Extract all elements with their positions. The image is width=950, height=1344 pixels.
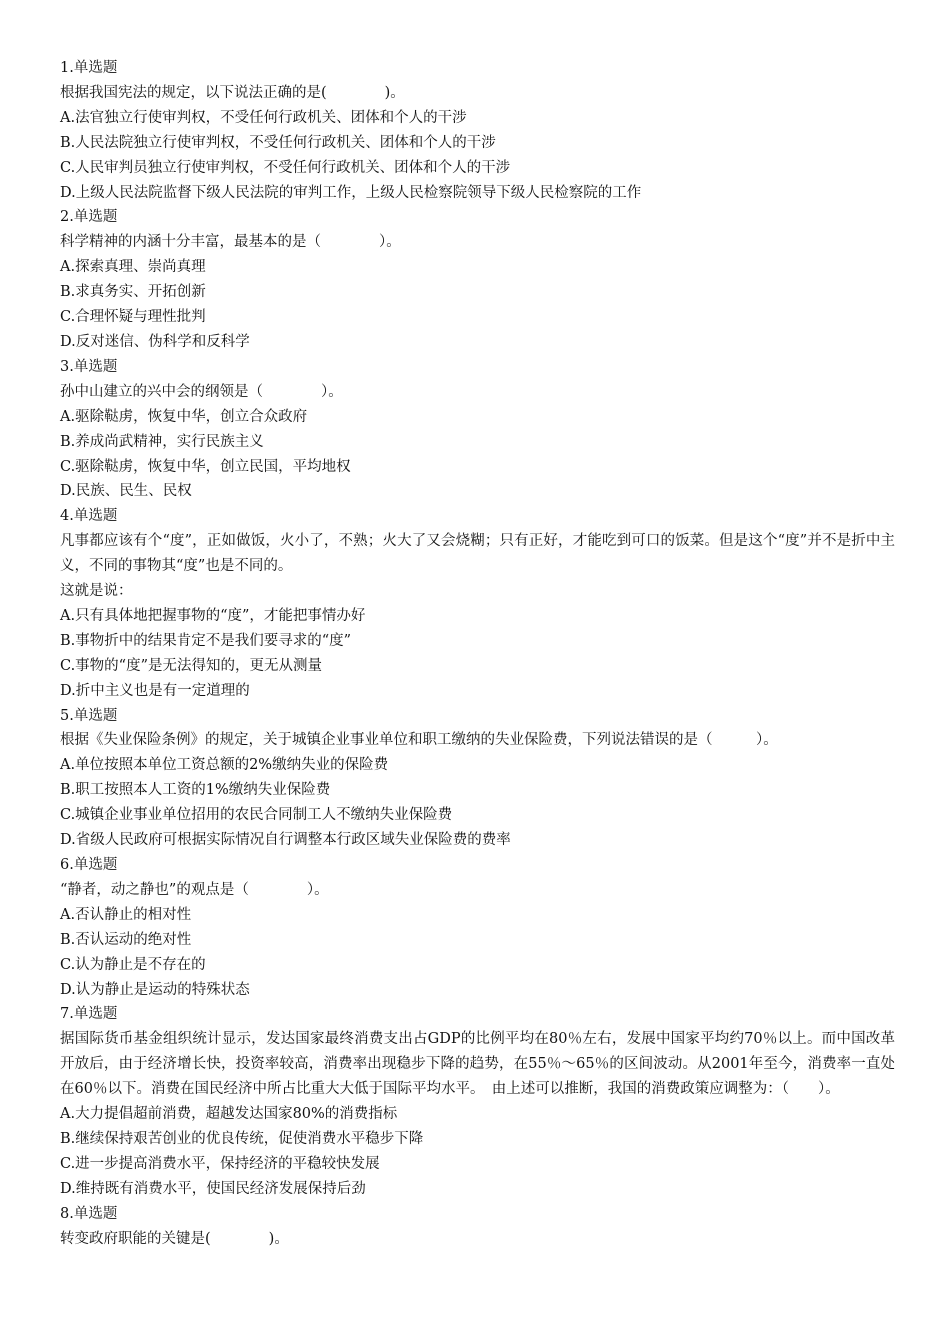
question-header: 2.单选题 [60, 209, 118, 226]
option-d: D.认为静止是运动的特殊状态 [60, 981, 250, 998]
option-d: D.反对迷信、伪科学和反科学 [60, 333, 250, 350]
option-c: C.合理怀疑与理性批判 [60, 309, 206, 326]
option-a: A.驱除鞑虏，恢复中华，创立合众政府 [60, 408, 308, 425]
option-d: D.民族、民生、民权 [60, 483, 192, 500]
question-6 [60, 853, 895, 1002]
question-2 [60, 205, 895, 354]
question-header: 5.单选题 [60, 707, 118, 724]
option-d: D.维持既有消费水平，使国民经济发展保持后劲 [60, 1180, 366, 1197]
question-header: 7.单选题 [60, 1006, 118, 1023]
option-c: C.人民审判员独立行使审判权，不受任何行政机关、团体和个人的干涉 [60, 159, 511, 176]
question-header: 1.单选题 [60, 60, 118, 76]
option-b: B.否认运动的绝对性 [60, 931, 192, 948]
option-c: C.驱除鞑虏，恢复中华，创立民国，平均地权 [60, 458, 351, 475]
option-a: A.单位按照本单位工资总额的2%缴纳失业的保险费 [60, 757, 389, 774]
option-b: B.人民法院独立行使审判权，不受任何行政机关、团体和个人的干涉 [60, 134, 496, 151]
question-3 [60, 355, 895, 504]
option-d: D.上级人民法院监督下级人民法院的审判工作，上级人民检察院领导下级人民检察院的工作 [60, 184, 642, 201]
question-stem: 根据《失业保险条例》的规定，关于城镇企业事业单位和职工缴纳的失业保险费，下列说法错误的是（ ）。 [60, 732, 778, 749]
option-c: C.城镇企业事业单位招用的农民合同制工人不缴纳失业保险费 [60, 807, 453, 824]
option-d: D.折中主义也是有一定道理的 [60, 682, 250, 699]
question-5 [60, 704, 895, 853]
option-a: A.大力提倡超前消费，超越发达国家80%的消费指标 [60, 1106, 398, 1123]
question-7 [60, 1002, 895, 1201]
question-stem: 转变政府职能的关键是( )。 [60, 1230, 289, 1247]
question-header: 8.单选题 [60, 1205, 118, 1222]
question-stem: 凡事都应该有个“度”，正如做饭，火小了，不熟；火大了又会烧糊；只有正好，才能吃到可口的饭菜。但是这个“度”并不是折中主义，不同的事物其“度”也是不同的。 [60, 533, 895, 575]
option-a: A.只有具体地把握事物的“度”，才能把事情办好 [60, 607, 366, 624]
option-b: B.职工按照本人工资的1%缴纳失业保险费 [60, 782, 331, 799]
option-b: B.继续保持艰苦创业的优良传统，促使消费水平稳步下降 [60, 1130, 424, 1147]
option-c: C.事物的“度”是无法得知的，更无从测量 [60, 657, 323, 674]
option-d: D.省级人民政府可根据实际情况自行调整本行政区域失业保险费的费率 [60, 832, 511, 849]
option-a: A.否认静止的相对性 [60, 906, 192, 923]
question-4 [60, 504, 895, 703]
question-stem: 据国际货币基金组织统计显示，发达国家最终消费支出占GDP的比例平均在80％左右，发展中国家平均约70％以上。而中国改革开放后，由于经济增长快，投资率较高，消费率出现稳步下降的趋势，在55％～65％的区间波动。从2001年至今，消费率一直处在60％以下。消费在国民经济中所占比重大大低于国际平均水平。 由上述可以推断，我国的消费政策应调整为：（ ）。 [60, 1031, 895, 1098]
question-stem: 科学精神的内涵十分丰富，最基本的是（ ）。 [60, 234, 401, 251]
option-c: C.认为静止是不存在的 [60, 956, 206, 973]
question-stem: 根据我国宪法的规定，以下说法正确的是( )。 [60, 84, 405, 101]
option-b: B.事物折中的结果肯定不是我们要寻求的“度” [60, 632, 352, 649]
option-a: A.法官独立行使审判权，不受任何行政机关、团体和个人的干涉 [60, 109, 467, 126]
option-b: B.求真务实、开拓创新 [60, 284, 206, 301]
question-8 [60, 1202, 895, 1252]
option-b: B.养成尚武精神，实行民族主义 [60, 433, 264, 450]
option-c: C.进一步提高消费水平，保持经济的平稳较快发展 [60, 1155, 380, 1172]
question-stem-continuation: 这就是说： [60, 583, 133, 600]
exam-page [60, 56, 895, 1252]
question-1 [60, 56, 895, 205]
question-header: 6.单选题 [60, 857, 118, 873]
question-stem: “静者，动之静也”的观点是（ ）。 [60, 881, 329, 898]
option-a: A.探索真理、崇尚真理 [60, 259, 206, 276]
question-stem: 孙中山建立的兴中会的纲领是（ ）。 [60, 383, 343, 400]
question-header: 4.单选题 [60, 508, 118, 525]
question-header: 3.单选题 [60, 358, 118, 375]
